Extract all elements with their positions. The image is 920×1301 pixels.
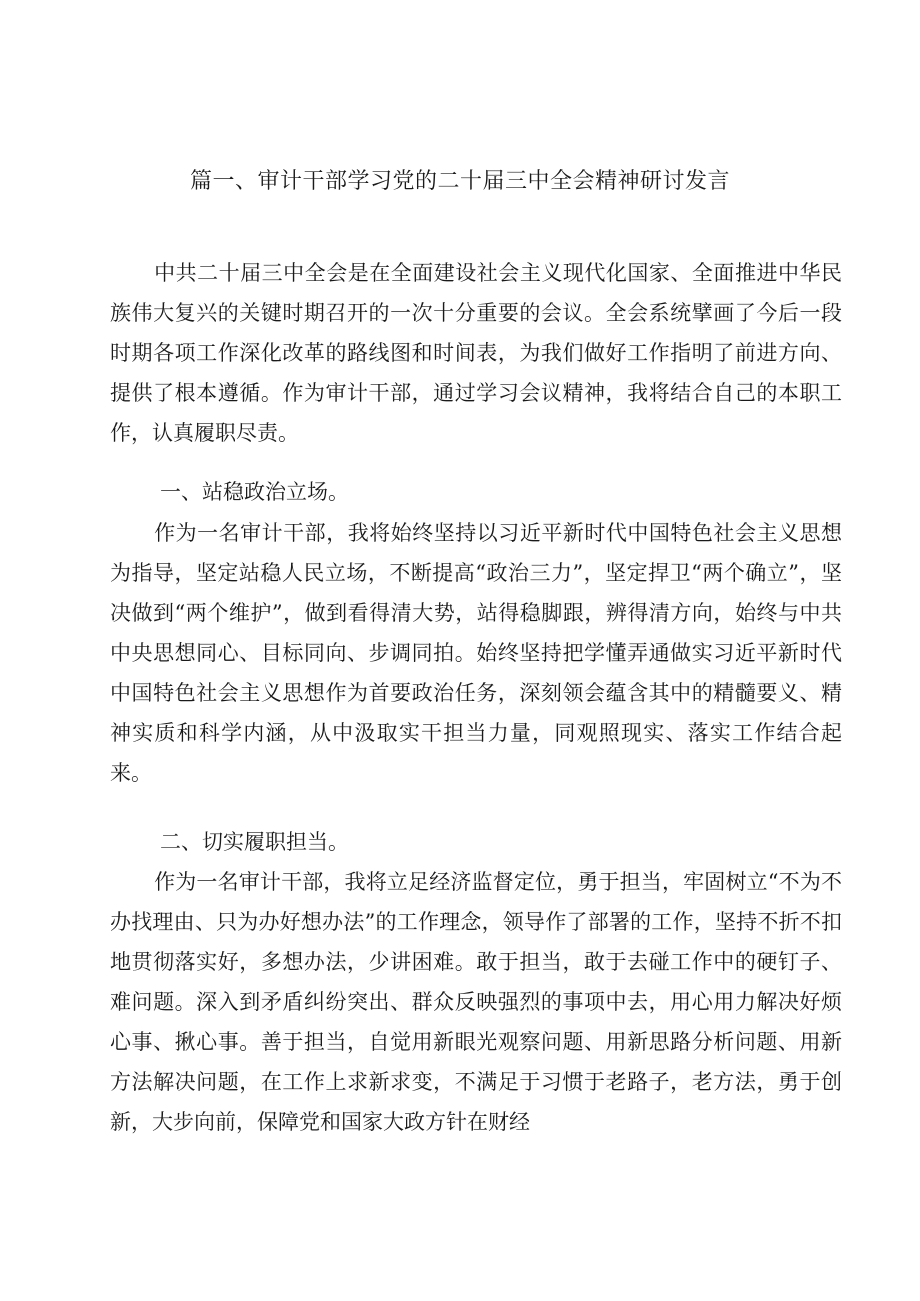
section-heading-2: 二、切实履职担当。 xyxy=(160,830,349,854)
document-title: 篇一、审计干部学习党的二十届三中全会精神研讨发言 xyxy=(189,169,730,194)
section-heading-1: 一、站稳政治立场。 xyxy=(160,480,349,504)
section-paragraph-2: 作为一名审计干部，我将立足经济监督定位，勇于担当，牢固树立“不为不办找理由、只为办好想办法”的工作理念，领导作了部署的工作，坚持不折不扣地贯彻落实好，多想办法，少讲困难。敢于担当，敢于去碰工作中的硬钉子、难问题。深入到矛盾纠纷突出、群众反映强烈的事项中去，用心用力解决好烦心事、揪心事。善于担当，自觉用新眼光观察问题、用新思路分析问题、用新方法解决问题，在工作上求新求变，不满足于习惯于老路子，老方法，勇于创新，大步向前，保障党和国家大政方针在财经 xyxy=(110,870,842,1134)
intro-paragraph: 中共二十届三中全会是在全面建设社会主义现代化国家、全面推进中华民族伟大复兴的关键时期召开的一次十分重要的会议。全会系统擘画了今后一段时期各项工作深化改革的路线图和时间表，为我们做好工作指明了前进方向、提供了根本遵循。作为审计干部，通过学习会议精神，我将结合自己的本职工作，认真履职尽责。 xyxy=(110,261,842,445)
section-paragraph-1: 作为一名审计干部，我将始终坚持以习近平新时代中国特色社会主义思想为指导，坚定站稳人民立场，不断提高“政治三力”，坚定捍卫“两个确立”，坚决做到“两个维护”，做到看得清大势，站得稳脚跟，辨得清方向，始终与中共中央思想同心、目标同向、步调同拍。始终坚持把学懂弄通做实习近平新时代中国特色社会主义思想作为首要政治任务，深刻领会蕴含其中的精髓要义、精神实质和科学内涵，从中汲取实干担当力量，同观照现实、落实工作结合起来。 xyxy=(110,521,842,785)
